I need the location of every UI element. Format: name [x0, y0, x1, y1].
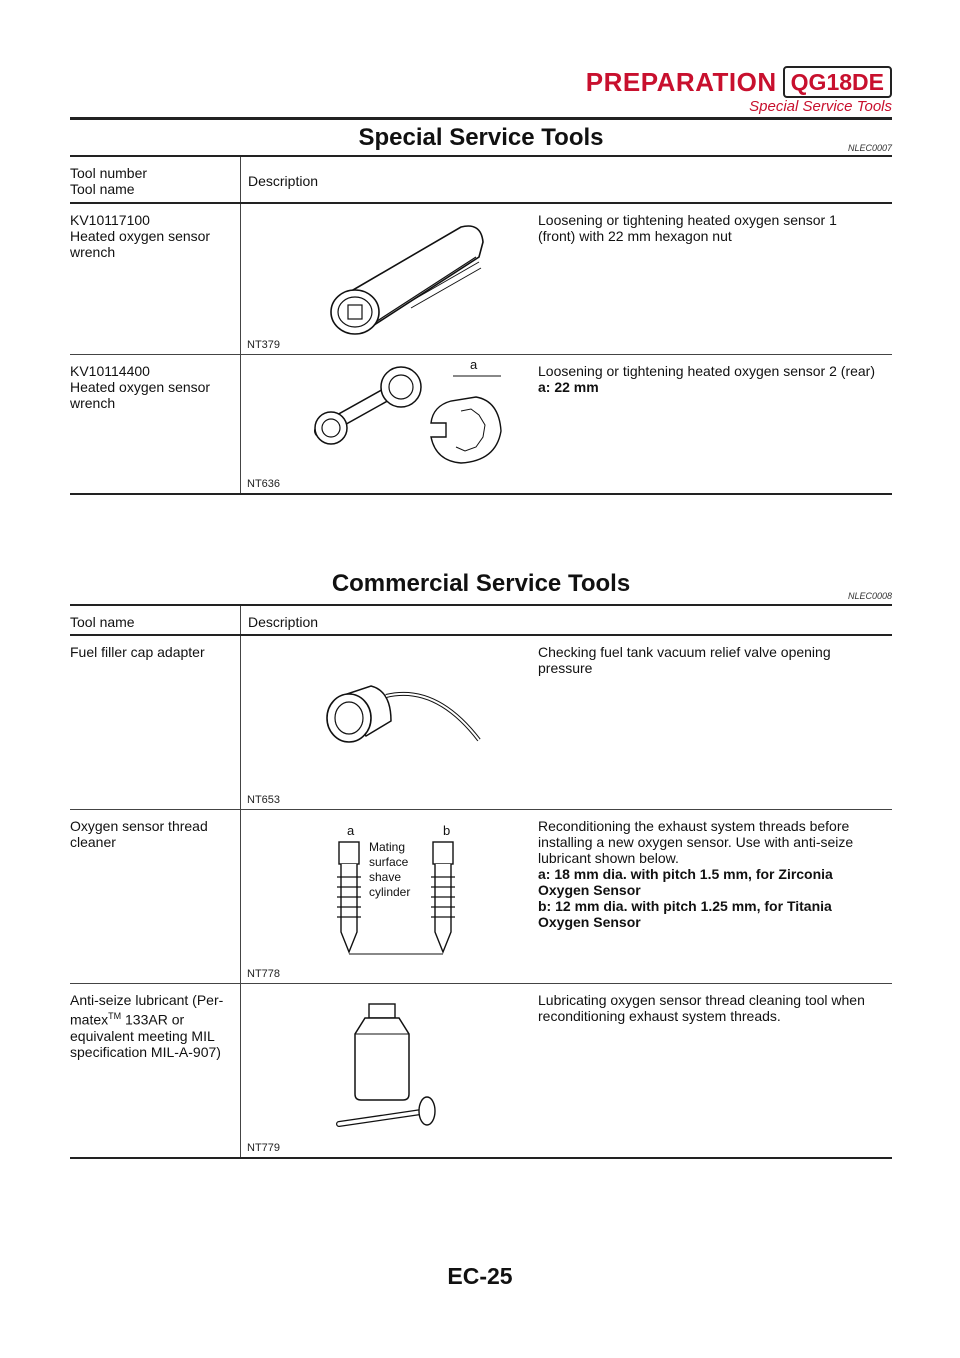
tool-name	[70, 992, 230, 1060]
table-row	[70, 355, 892, 495]
col-header-tool-name: Tool name	[70, 614, 135, 630]
trademark-sup: TM	[108, 1011, 122, 1021]
tool-name: Heated oxygen sensor wrench	[70, 228, 211, 260]
tool-name: Heated oxygen sensor wrench	[70, 379, 211, 411]
figure-cell	[240, 636, 539, 809]
figure-label-b: b	[443, 823, 451, 838]
table-header-row	[70, 606, 892, 636]
tool-name: Fuel filler cap adapter	[70, 644, 205, 660]
figure-callout	[369, 840, 410, 900]
figure-code: NT653	[247, 794, 281, 806]
figure-code: NT379	[247, 339, 281, 351]
tool-note: a: 22 mm	[538, 379, 599, 395]
fuel-cap-adapter-illustration	[311, 666, 491, 766]
header-divider	[240, 606, 241, 634]
table-header-row	[70, 157, 892, 204]
tool-description: Checking fuel tank vacuum relief valve opening pressure	[538, 644, 831, 676]
figure-label-a: a	[347, 823, 355, 838]
tool-cell	[70, 212, 230, 260]
callout-line: Mating	[369, 840, 406, 854]
col-header-tool-number: Tool number	[70, 165, 148, 181]
figure-cell	[240, 355, 539, 493]
description-cell	[538, 992, 878, 1024]
header-divider	[240, 157, 241, 202]
col-header-tool-name: Tool name	[70, 181, 135, 197]
tool-cell	[70, 363, 230, 411]
description-cell	[538, 212, 878, 244]
col-header-tool	[70, 165, 230, 197]
header-title-group	[586, 66, 892, 98]
special-section-title: Special Service Tools	[358, 124, 604, 151]
figure-cell	[240, 984, 539, 1157]
tool-description: Lubricating oxygen sensor thread cleaning tool when reconditioning exhaust system threads.	[538, 992, 865, 1024]
table-row	[70, 810, 892, 984]
table-row	[70, 984, 892, 1159]
figure-code: NT778	[247, 968, 281, 980]
tool-name-part1: Anti-seize lubricant (Per-matex	[70, 992, 224, 1028]
figure-code: NT779	[247, 1142, 281, 1154]
page-header	[70, 66, 892, 114]
flare-nut-wrench-illustration	[301, 361, 521, 471]
tool-name-part2: 133AR or equivalent meeting MIL specification MIL-A-907)	[70, 1011, 221, 1060]
tool-cell	[70, 644, 230, 660]
tool-cell	[70, 992, 230, 1060]
special-section-code: NLEC0007	[847, 143, 892, 153]
col-header-description: Description	[248, 173, 319, 189]
figure-cell	[240, 810, 539, 983]
tool-description: Reconditioning the exhaust system threads before installing a new oxygen sensor. Use with anti-seize lubricant shown below.	[538, 818, 854, 866]
header-rule	[70, 117, 892, 120]
description-cell	[538, 363, 878, 395]
tool-cell	[70, 818, 230, 850]
wrench-socket-illustration	[311, 212, 501, 337]
col-header-description: Description	[248, 614, 319, 630]
figure-cell	[240, 204, 539, 354]
header-title: PREPARATION	[585, 66, 777, 97]
header-subtitle: Special Service Tools	[749, 98, 892, 115]
commercial-section-code: NLEC0008	[847, 591, 892, 601]
callout-line: shave	[369, 870, 402, 884]
tool-description: Loosening or tightening heated oxygen sensor 2 (rear)	[538, 363, 875, 379]
table-row	[70, 636, 892, 810]
page-number: EC-25	[447, 1263, 513, 1289]
description-cell	[538, 818, 878, 930]
table-row	[70, 204, 892, 355]
commercial-tools-table	[70, 606, 892, 1159]
tool-description: Loosening or tightening heated oxygen sensor 1 (front) with 22 mm hexagon nut	[538, 212, 837, 244]
special-tools-table	[70, 157, 892, 495]
description-cell	[538, 644, 878, 676]
figure-code: NT636	[247, 478, 281, 490]
callout-line: surface	[369, 855, 409, 869]
callout-line: cylinder	[369, 885, 411, 899]
commercial-section-title: Commercial Service Tools	[331, 570, 631, 597]
tool-note-b: b: 12 mm dia. with pitch 1.25 mm, for Titania Oxygen Sensor	[538, 898, 832, 930]
tool-number: KV10117100	[70, 212, 150, 228]
figure-label-a: a	[470, 357, 478, 372]
tool-number: KV10114400	[70, 363, 150, 379]
engine-badge: QG18DE	[783, 66, 892, 98]
tool-name: Oxygen sensor thread cleaner	[70, 818, 208, 850]
tool-note-a: a: 18 mm dia. with pitch 1.5 mm, for Zirconia Oxygen Sensor	[538, 866, 833, 898]
lubricant-bottle-illustration	[331, 998, 481, 1138]
